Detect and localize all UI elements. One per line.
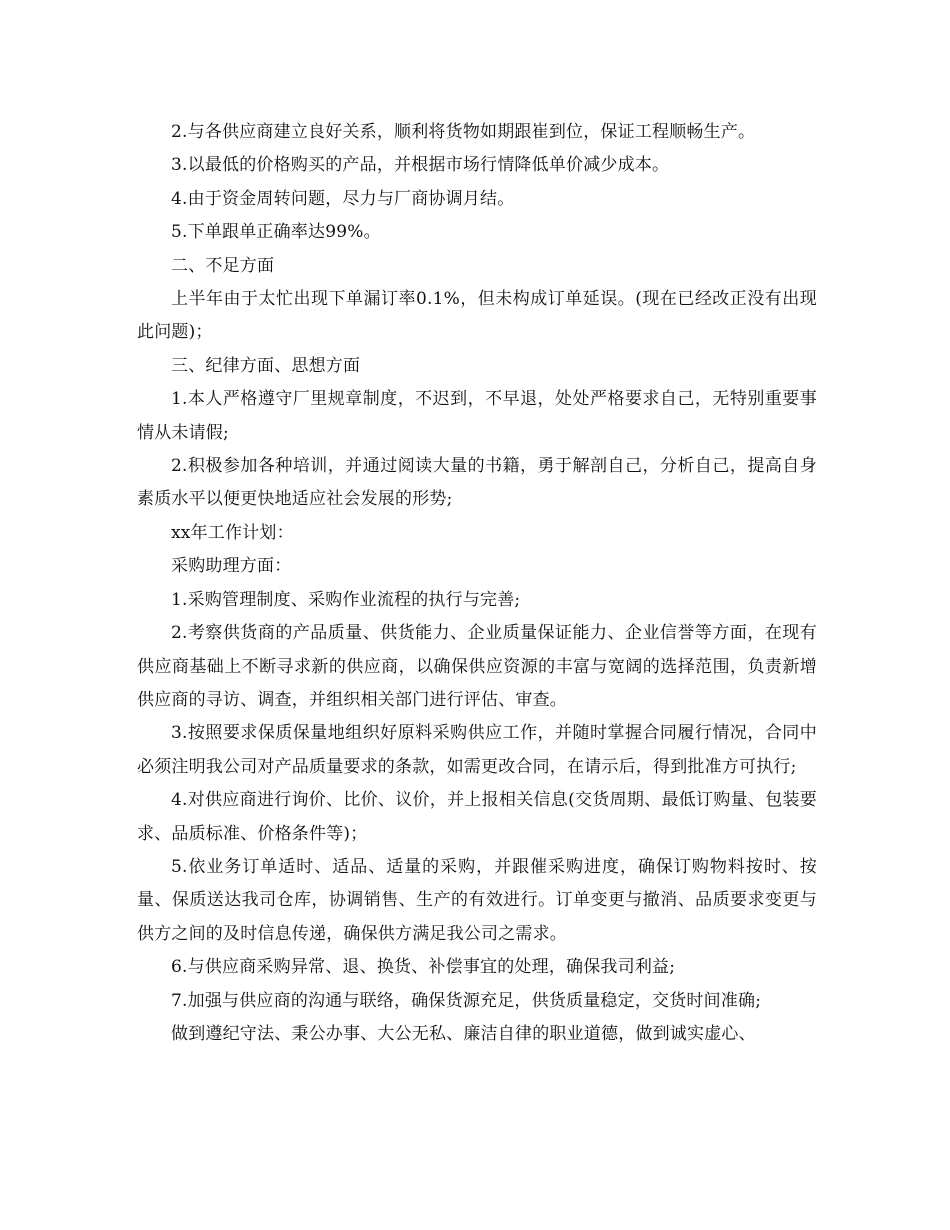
paragraph-professional-ethics: 做到遵纪守法、秉公办事、大公无私、廉洁自律的职业道德，做到诚实虚心、	[171, 1023, 756, 1044]
heading-work-plan: xx年工作计划：	[171, 522, 294, 543]
paragraph-rules-compliance: 1.本人严格遵守厂里规章制度，不迟到，不早退，处处严格要求自己，无特别重要事情从未请假;	[137, 389, 817, 443]
paragraph-missed-orders: 上半年由于太忙出现下单漏订率0.1%，但未构成订单延误。(现在已经改正没有出现此问题)；	[137, 289, 817, 343]
paragraph-accuracy-rate: 5.下单跟单正确率达99%。	[171, 222, 381, 243]
heading-shortcomings: 二、不足方面	[171, 255, 275, 276]
plan-item-4: 4.对供应商进行询价、比价、议价，并上报相关信息(交货周期、最低订购量、包装要求、品质标准、价格条件等)；	[137, 790, 817, 844]
plan-item-1: 1.采购管理制度、采购作业流程的执行与完善;	[171, 589, 521, 610]
plan-item-2: 2.考察供货商的产品质量、供货能力、企业质量保证能力、企业信誉等方面，在现有供应商基础上不断寻求新的供应商，以确保供应资源的丰富与宽阔的选择范围，负责新增供应商的寻访、调查，并组织相关部门进行评估、审查。	[137, 623, 817, 710]
plan-item-7: 7.加强与供应商的沟通与联络，确保货源充足，供货质量稳定，交货时间准确;	[171, 990, 762, 1011]
plan-item-3: 3.按照要求保质保量地组织好原料采购供应工作，并随时掌握合同履行情况，合同中必须注明我公司对产品质量要求的条款，如需更改合同，在请示后，得到批准方可执行;	[137, 723, 817, 777]
paragraph-supplier-relations: 2.与各供应商建立良好关系，顺利将货物如期跟崔到位，保证工程顺畅生产。	[171, 122, 756, 142]
heading-discipline-thinking: 三、纪律方面、思想方面	[171, 355, 361, 376]
plan-item-5: 5.依业务订单适时、适品、适量的采购，并跟催采购进度，确保订购物料按时、按量、保质送达我司仓库，协调销售、生产的有效进行。订单变更与撤消、品质要求变更与供方之间的及时信息传递，确保供方满足我公司之需求。	[137, 856, 817, 944]
paragraph-lowest-price: 3.以最低的价格购买的产品，并根据市场行情降低单价减少成本。	[171, 155, 670, 176]
paragraph-monthly-settlement: 4.由于资金周转问题，尽力与厂商协调月结。	[171, 188, 515, 209]
plan-item-6: 6.与供应商采购异常、退、换货、补偿事宜的处理，确保我司利益;	[171, 957, 676, 978]
document-body	[137, 116, 817, 1051]
heading-purchasing-assistant: 采购助理方面：	[171, 556, 292, 577]
paragraph-training: 2.积极参加各种培训，并通过阅读大量的书籍，勇于解剖自己，分析自己，提高自身素质水平以便更快地适应社会发展的形势;	[137, 456, 817, 510]
